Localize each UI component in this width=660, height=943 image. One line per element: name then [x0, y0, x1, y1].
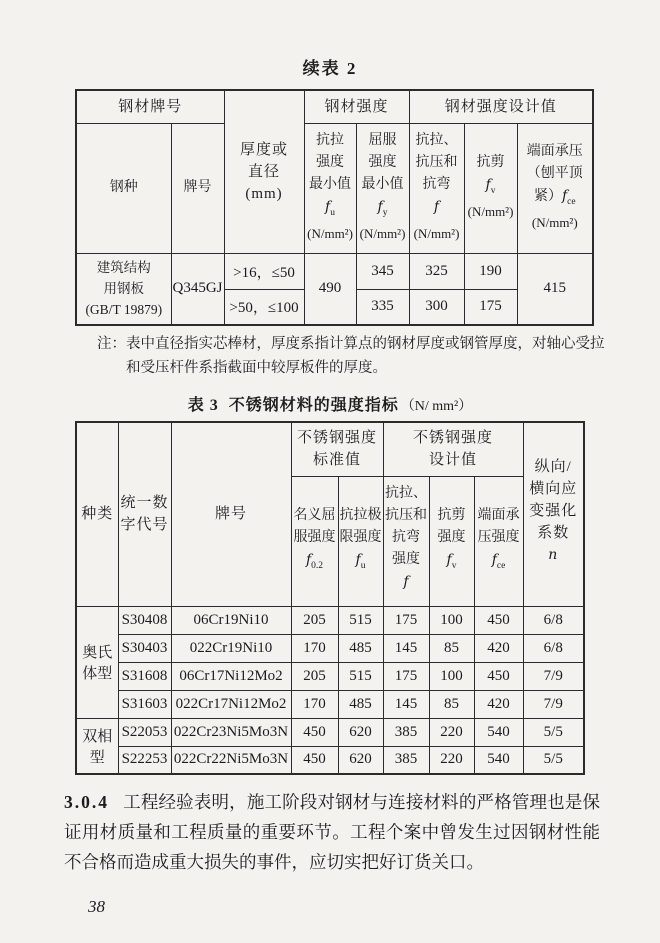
fce-header-text: 端面承压 （刨平顶 紧）	[526, 143, 583, 204]
table3-col-f02	[291, 476, 338, 606]
table3-kind-austenitic: 奥氏 体型	[76, 606, 118, 718]
continued-table-caption: 续表 2	[302, 59, 358, 78]
table3-row-s30408	[76, 606, 584, 634]
table3-col-fv	[429, 476, 474, 606]
clause-number: 3.0.4	[64, 792, 109, 812]
table2-colgroup-design: 钢材强度设计值	[409, 90, 593, 123]
table2-data-row-1	[76, 253, 593, 289]
table3-caption-text: 不锈钢材料的强度指标	[228, 397, 399, 414]
table2-colgroup-strength: 钢材强度	[304, 90, 409, 123]
f-cell: 175	[383, 606, 429, 634]
table2-grade-cell: Q345GJ	[171, 253, 224, 325]
table3-row-s30403	[76, 634, 584, 662]
table2-colgroup-brand: 钢材牌号	[76, 90, 224, 123]
n-cell: 6/8	[523, 606, 584, 634]
fv-cell: 220	[429, 746, 474, 774]
table3-col-n	[523, 422, 584, 606]
table3-col-kind: 种类	[76, 422, 118, 606]
f-symbol: f	[433, 198, 440, 215]
table2-fu-value: 490	[304, 253, 356, 325]
fu-unit: (N/mm²)	[307, 226, 353, 242]
f-cell: 175	[383, 662, 429, 690]
table3-caption	[0, 392, 660, 415]
fce-cell: 420	[474, 634, 523, 662]
note-label: 注：	[97, 336, 126, 352]
clause-3-0-4	[64, 787, 600, 877]
grade-cell: 06Cr17Ni12Mo2	[171, 662, 291, 690]
fy-symbol: $f_y$	[377, 198, 388, 218]
table2-fv-value: 190	[464, 253, 517, 289]
table2-f-value: 300	[409, 289, 464, 325]
table2-fce-value: 415	[517, 253, 593, 325]
f-cell: 145	[383, 690, 429, 718]
table2-header-row-1	[76, 90, 593, 123]
table2-header-row-2	[76, 123, 593, 253]
table2-col-fv	[464, 123, 517, 253]
code-cell: S30408	[118, 606, 171, 634]
f02-cell: 450	[291, 718, 338, 746]
f02-cell: 450	[291, 746, 338, 774]
fce-cell: 540	[474, 718, 523, 746]
table2-fy-value: 335	[356, 289, 409, 325]
fv-symbol: $f_v$	[446, 552, 457, 571]
table3-header-row-1	[76, 422, 584, 476]
table2-fy-value: 345	[356, 253, 409, 289]
table3-caption-number: 表 3	[187, 397, 219, 414]
table3-colgroup-standard: 不锈钢强度 标准值	[291, 422, 383, 476]
fv-cell: 85	[429, 690, 474, 718]
grade-cell: 06Cr19Ni10	[171, 606, 291, 634]
fu-header-text: 抗拉 强度 最小值	[309, 132, 352, 192]
fy-unit: (N/mm²)	[359, 226, 406, 242]
f-cell: 385	[383, 746, 429, 774]
n-cell: 5/5	[523, 746, 584, 774]
table3-col-code: 统一数 字代号	[118, 422, 171, 606]
fv-cell: 100	[429, 606, 474, 634]
f02-cell: 205	[291, 606, 338, 634]
fce-cell: 450	[474, 606, 523, 634]
table3-col-fu	[338, 476, 383, 606]
table3-caption-unit: （N/ mm²）	[400, 399, 473, 414]
code-cell: S31603	[118, 690, 171, 718]
fv-cell: 100	[429, 662, 474, 690]
fu-symbol: $f_u$	[355, 552, 366, 571]
table2-range-cell: >50，≤100	[224, 289, 304, 325]
fce-symbol: $f_{ce}$	[561, 187, 576, 207]
fu-cell: 485	[338, 634, 383, 662]
n-cell: 7/9	[523, 690, 584, 718]
grade-cell: 022Cr23Ni5Mo3N	[171, 718, 291, 746]
fu-cell: 620	[338, 746, 383, 774]
fv-cell: 220	[429, 718, 474, 746]
table2-steel-type-cell: 建筑结构 用钢板 (GB/T 19879)	[76, 253, 171, 325]
table2-f-value: 325	[409, 253, 464, 289]
code-cell: S30403	[118, 634, 171, 662]
f02-symbol: $f_{0.2}$	[305, 552, 324, 571]
table2-col-f	[409, 123, 464, 253]
fce-unit: (N/mm²)	[531, 215, 578, 231]
fy-header-text: 屈服 强度 最小值	[361, 132, 404, 192]
n-cell: 6/8	[523, 634, 584, 662]
f02-cell: 170	[291, 690, 338, 718]
f-unit: (N/mm²)	[413, 226, 460, 242]
code-cell: S31608	[118, 662, 171, 690]
note-text: 表中直径指实芯棒材，厚度系指计算点的钢材厚度或钢管厚度，对轴心受拉 和受压杆件系指截面中较厚板件的厚度。	[126, 336, 605, 376]
fu-header-text: 抗拉极 限强度	[339, 508, 382, 546]
table2-fv-value: 175	[464, 289, 517, 325]
f02-header-text: 名义屈 服强度	[293, 508, 336, 546]
fce-header-text: 端面承 压强度	[477, 508, 520, 546]
table3-col-grade: 牌号	[171, 422, 291, 606]
fu-cell: 485	[338, 690, 383, 718]
fv-cell: 85	[429, 634, 474, 662]
n-header-text: 纵向/ 横向应 变强化 系数	[529, 459, 578, 542]
table2-note	[97, 332, 660, 380]
fce-cell: 450	[474, 662, 523, 690]
f-header-text: 抗拉、 抗压和 抗弯 强度	[385, 486, 427, 568]
f-symbol: f	[403, 574, 409, 591]
table3-kind-duplex: 双相 型	[76, 718, 118, 774]
fu-symbol: $f_u$	[325, 198, 335, 218]
table3-col-fce	[474, 476, 523, 606]
f-cell: 145	[383, 634, 429, 662]
f-cell: 385	[383, 718, 429, 746]
n-cell: 5/5	[523, 718, 584, 746]
table2-col-fce	[517, 123, 593, 253]
fv-symbol: $f_v$	[485, 176, 496, 196]
fu-cell: 515	[338, 662, 383, 690]
clause-text: 工程经验表明，施工阶段对钢材与连接材料的严格管理也是保证用材质量和工程质量的重要环节。工程个案中曾发生过因钢材性能不合格而造成重大损失的事件，应切实把好订货关口。	[64, 792, 600, 872]
grade-cell: 022Cr22Ni5Mo3N	[171, 746, 291, 774]
code-cell: S22053	[118, 718, 171, 746]
fce-cell: 540	[474, 746, 523, 774]
table2-range-cell: >16，≤50	[224, 253, 304, 289]
table-steel-strength-continued	[75, 89, 594, 326]
fce-symbol: $f_{ce}$	[491, 552, 506, 571]
table3-row-s31608	[76, 662, 584, 690]
f02-cell: 205	[291, 662, 338, 690]
n-symbol: n	[548, 547, 559, 564]
fv-header-text: 抗剪	[476, 154, 505, 170]
table3-col-f	[383, 476, 429, 606]
table3-row-s31603	[76, 690, 584, 718]
f02-cell: 170	[291, 634, 338, 662]
page-number: 38	[88, 897, 105, 916]
fu-cell: 620	[338, 718, 383, 746]
fu-cell: 515	[338, 606, 383, 634]
table2-col-fy	[356, 123, 409, 253]
table2-col-thickness: 厚度或 直径 (mm)	[224, 90, 304, 253]
fce-cell: 420	[474, 690, 523, 718]
fv-unit: (N/mm²)	[467, 204, 514, 220]
grade-cell: 022Cr19Ni10	[171, 634, 291, 662]
table2-col-fu	[304, 123, 356, 253]
code-cell: S22253	[118, 746, 171, 774]
fv-header-text: 抗剪 强度	[437, 508, 466, 546]
grade-cell: 022Cr17Ni12Mo2	[171, 690, 291, 718]
table3-colgroup-design: 不锈钢强度 设计值	[383, 422, 523, 476]
table-stainless-strength	[75, 421, 585, 775]
table3-row-s22053	[76, 718, 584, 746]
f-header-text: 抗拉、 抗压和 抗弯	[415, 132, 458, 192]
n-cell: 7/9	[523, 662, 584, 690]
table2-col-steel-type: 钢种	[76, 123, 171, 253]
table2-col-grade: 牌号	[171, 123, 224, 253]
table3-row-s22253	[76, 746, 584, 774]
